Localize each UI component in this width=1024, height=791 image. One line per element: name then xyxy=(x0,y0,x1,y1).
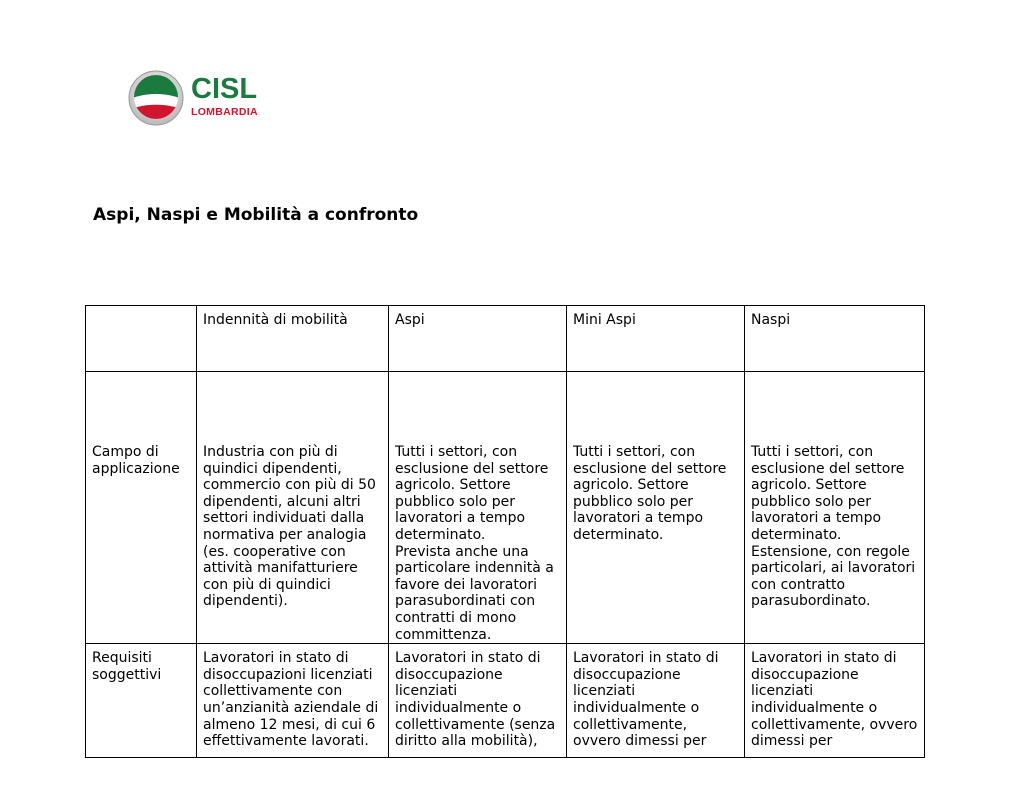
cell-campo-mobilita xyxy=(197,372,389,644)
cell-campo-aspi xyxy=(389,372,567,644)
header-cell-aspi: Aspi xyxy=(389,306,567,372)
row-label-text: Requisiti soggettivi xyxy=(92,650,162,683)
comparison-table xyxy=(85,305,925,758)
cell-text: Tutti i settori, con esclusione del settore agricolo. Settore pubblico solo per lavoratori a tempo determinato. xyxy=(751,444,905,543)
header-cell-empty xyxy=(86,306,197,372)
header-cell-mobilita: Indennità di mobilità xyxy=(197,306,389,372)
cell-text: Lavoratori in stato di disoccupazioni licenziati collettivamente con un’anzianità aziendale di almeno 12 mesi, di cui 6 effettivamente lavorati. xyxy=(203,650,379,750)
cell-req-aspi xyxy=(389,644,567,758)
cell-text: Lavoratori in stato di disoccupazione licenziati individualmente o collettivamente (senza diritto alla mobilità), xyxy=(395,650,556,750)
header-cell-naspi: Naspi xyxy=(745,306,925,372)
row-label-requisiti xyxy=(86,644,197,758)
header-cell-mini-aspi: Mini Aspi xyxy=(567,306,745,372)
cell-text: Lavoratori in stato di disoccupazione licenziati individualmente o collettivamente, ovvero dimessi per xyxy=(751,650,918,750)
cell-text-extra: Estensione, con regole particolari, ai lavoratori con contratto parasubordinato. xyxy=(751,543,916,610)
logo-cisl-text: CISL xyxy=(191,73,258,105)
cell-text: Tutti i settori, con esclusione del settore agricolo. Settore pubblico solo per lavoratori a tempo determinato. xyxy=(395,444,549,543)
cell-text: Tutti i settori, con esclusione del settore agricolo. Settore pubblico solo per lavoratori a tempo determinato. xyxy=(573,444,727,543)
cell-req-mobilita xyxy=(197,644,389,758)
cisl-logo xyxy=(128,70,268,128)
cell-text: Industria con più di quindici dipendenti, commercio con più di 50 dipendenti, alcuni altri settori individuati dalla normativa per analogia (es. cooperative con attività manifatturiere con più di quindici dipendenti). xyxy=(203,444,376,610)
table-row xyxy=(86,644,925,758)
cell-campo-mini-aspi xyxy=(567,372,745,644)
document-title: Aspi, Naspi e Mobilità a confronto xyxy=(93,205,419,225)
cell-req-mini-aspi xyxy=(567,644,745,758)
cell-campo-naspi xyxy=(745,372,925,644)
row-label-text: Campo di applicazione xyxy=(92,444,180,477)
row-label-campo xyxy=(86,372,197,644)
logo-region-text: LOMBARDIA xyxy=(191,106,258,118)
cell-text: Lavoratori in stato di disoccupazione licenziati individualmente o collettivamente, ovvero dimessi per xyxy=(573,650,719,750)
table-header-row xyxy=(86,306,925,372)
cell-text-extra: Prevista anche una particolare indennità a favore dei lavoratori parasubordinati con contratti di mono committenza. xyxy=(395,543,554,643)
table-row xyxy=(86,372,925,644)
cisl-emblem-icon xyxy=(128,70,184,126)
cell-req-naspi xyxy=(745,644,925,758)
